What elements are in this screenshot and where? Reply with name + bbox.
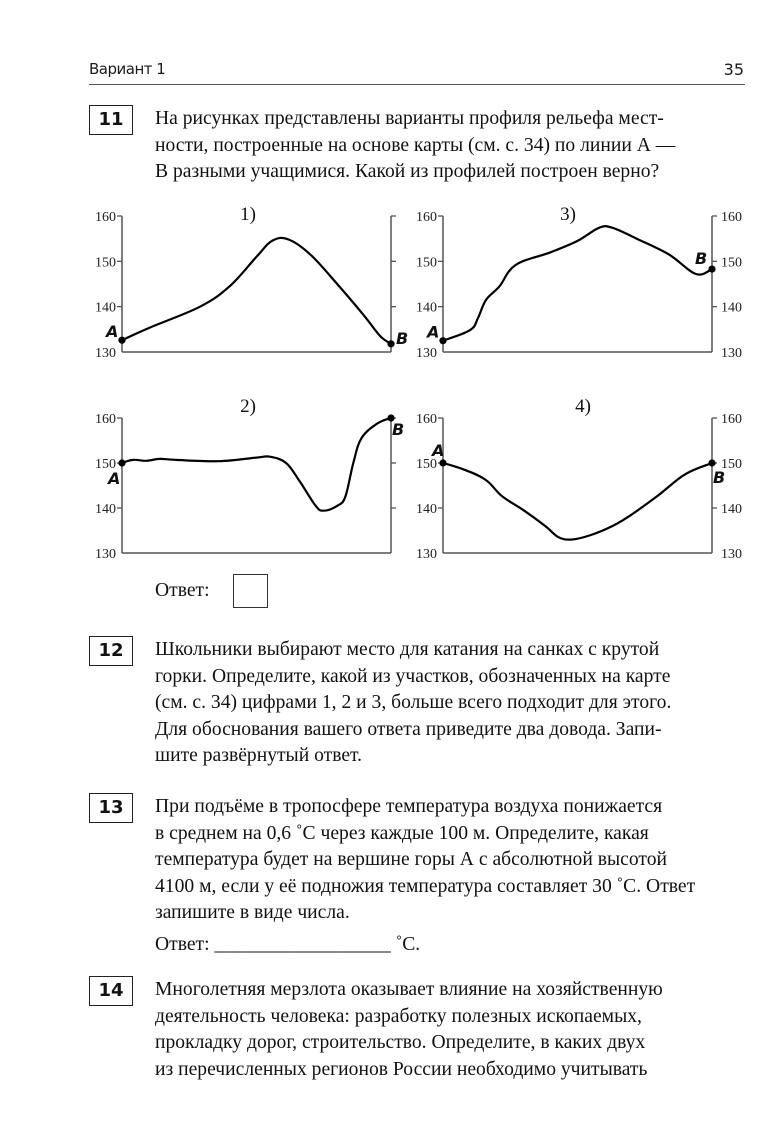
chart-3-profile-line xyxy=(122,418,391,511)
question-text-line: деятельность человека: разработку полезных ископаемых, xyxy=(155,1005,642,1027)
question-text-line: ности, построенные на основе карты (см. с. 34) по линии А — xyxy=(155,134,676,156)
chart-4-left-tick-label: 130 xyxy=(416,547,437,562)
chart-1-title: 1) xyxy=(240,204,256,225)
question-text-line: горки. Определите, какой из участков, обозначенных на карте xyxy=(155,665,671,687)
chart-4-right-tick-label: 130 xyxy=(721,547,742,562)
chart-2-left-tick-label: 150 xyxy=(416,255,437,271)
chart-3-title: 2) xyxy=(240,396,256,417)
chart-3-left-tick-label: 140 xyxy=(95,502,116,517)
question-text-line: Многолетняя мерзлота оказывает влияние на хозяйственную xyxy=(155,979,663,1000)
running-header-variant: Вариант 1 xyxy=(89,60,166,78)
question-13-text xyxy=(155,794,745,927)
question-number-11: 11 xyxy=(89,105,133,135)
chart-1-point-b-marker xyxy=(387,340,394,347)
chart-4-point-a-label: A xyxy=(432,441,445,460)
chart-1-left-tick-label: 150 xyxy=(95,255,116,271)
chart-2-right-tick-label: 150 xyxy=(721,255,742,271)
chart-2-right-tick-label: 160 xyxy=(721,210,742,225)
chart-4-profile-line xyxy=(443,463,712,540)
chart-2-point-b-label: B xyxy=(695,249,708,269)
answer-label-11: Ответ: xyxy=(155,580,210,601)
question-text-line: в среднем на 0,6 ˚С через каждые 100 м. Определите, какая xyxy=(155,822,649,844)
chart-2-title: 3) xyxy=(560,204,576,225)
question-text-line: Школьники выбирают место для катания на санках с крутой xyxy=(155,639,660,660)
chart-4-right-tick-label: 150 xyxy=(721,457,742,472)
chart-4-left-tick-label: 140 xyxy=(416,502,437,517)
question-text-line: из перечисленных регионов России необходимо учитывать xyxy=(155,1058,648,1080)
answer-line-13[interactable]: Ответ: __________________ ˚С. xyxy=(155,934,421,955)
chart-3-point-a-marker xyxy=(118,459,125,466)
chart-3-left-tick-label: 150 xyxy=(95,457,116,472)
question-text-line: прокладку дорог, строительство. Определите, в каких двух xyxy=(155,1032,646,1053)
chart-2-point-a-label: A xyxy=(427,322,440,342)
chart-1-point-a-label: A xyxy=(106,322,119,342)
chart-3-left-tick-label: 130 xyxy=(95,547,116,562)
chart-4-point-b-label: B xyxy=(713,468,726,487)
chart-2-profile-line xyxy=(443,226,712,341)
question-text-line: (см. с. 34) цифрами 1, 2 и 3, больше всего подходит для этого. xyxy=(155,692,672,713)
chart-2-right-tick-label: 140 xyxy=(721,300,742,316)
chart-3-point-b-label: B xyxy=(392,420,405,439)
chart-3-left-tick-label: 160 xyxy=(95,412,116,427)
chart-4-point-a-marker xyxy=(439,459,446,466)
chart-2-left-tick-label: 160 xyxy=(416,210,437,225)
chart-1-point-a-marker xyxy=(118,337,125,344)
chart-1-profile-line xyxy=(122,238,391,344)
question-12-text xyxy=(155,637,745,770)
question-number-14: 14 xyxy=(89,976,133,1006)
chart-2-point-a-marker xyxy=(439,337,446,344)
chart-4-right-tick-label: 140 xyxy=(721,502,742,517)
chart-1-left-tick-label: 140 xyxy=(95,300,116,316)
question-text-line: температура будет на вершине горы А с абсолютной высотой xyxy=(155,849,667,870)
chart-1-point-b-label: B xyxy=(396,328,409,348)
question-text-line: Для обоснования вашего ответа приведите два довода. Запи- xyxy=(155,718,662,740)
question-text-line: В разными учащимися. Какой из профилей построен верно? xyxy=(155,161,660,182)
chart-2-left-tick-label: 130 xyxy=(416,346,437,361)
question-text-line: запишите в виде числа. xyxy=(155,902,350,923)
chart-2-left-tick-label: 140 xyxy=(416,300,437,316)
chart-4-title: 4) xyxy=(575,396,591,417)
chart-3-point-a-label: A xyxy=(108,469,121,488)
chart-4-right-tick-label: 160 xyxy=(721,412,742,427)
question-14-text xyxy=(155,977,745,1083)
page-number: 35 xyxy=(723,60,744,79)
question-text-line: шите развёрнутый ответ. xyxy=(155,745,363,766)
chart-2-right-tick-label: 130 xyxy=(721,346,742,361)
question-text-line: При подъёме в тропосфере температура воздуха понижается xyxy=(155,796,663,817)
chart-1-left-tick-label: 130 xyxy=(95,346,116,361)
chart-4-point-b-marker xyxy=(708,459,715,466)
chart-4-left-tick-label: 150 xyxy=(416,457,437,472)
answer-box-11[interactable] xyxy=(233,574,268,608)
question-text-line: На рисунках представлены варианты профиля рельефа мест- xyxy=(155,108,664,129)
question-number-12: 12 xyxy=(89,636,133,666)
question-number-13: 13 xyxy=(89,793,133,823)
chart-2-point-b-marker xyxy=(708,265,715,272)
question-text-line: 4100 м, если у её подножия температура составляет 30 ˚С. Ответ xyxy=(155,875,696,897)
chart-1-left-tick-label: 160 xyxy=(95,210,116,225)
chart-4-left-tick-label: 160 xyxy=(416,412,437,427)
